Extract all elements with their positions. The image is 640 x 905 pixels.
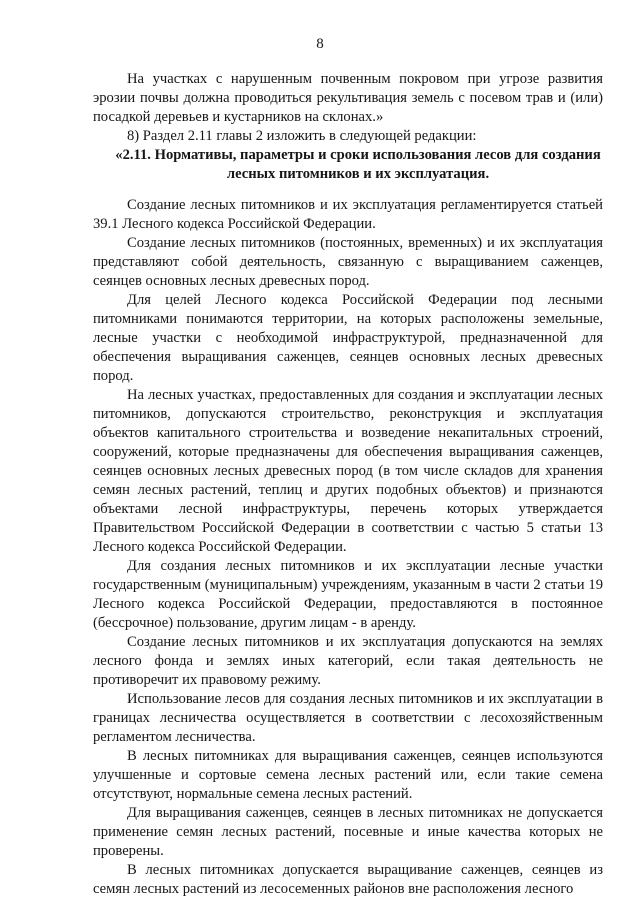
page-number: 8 (316, 36, 324, 52)
section-heading: «2.11. Нормативы, параметры и сроки использования лесов для создания лесных питомников и их эксплуатация. (115, 147, 601, 182)
body-paragraph: На лесных участках, предоставленных для создания и эксплуатации лесных питомников, допускаются строительство, реконструкция и эксплуатация объектов капитального строительства и возведение некапитальных строений, сооружений, которые предназначены для обеспечения выращивания саженцев, сеянцев основных лесных древесных пород (в том числе складов для хранения семян лесных растений, теплиц и других подобных объектов) и признаются объектами лесной инфраструктуры, перечень которых утверждается Правительством Российской Федерации в соответствии с частью 5 статьи 13 Лесного кодекса Российской Федерации. (93, 387, 603, 555)
body-paragraph: В лесных питомниках допускается выращивание саженцев, сеянцев из семян лесных растений из лесосеменных районов вне расположения лесного (93, 862, 603, 897)
body-paragraph: Использование лесов для создания лесных питомников и их эксплуатации в границах лесничества осуществляется в соответствии с лесохозяйственным регламентом лесничества. (93, 691, 603, 745)
document-body (93, 70, 603, 899)
body-paragraph: Создание лесных питомников и их эксплуатация регламентируется статьей 39.1 Лесного кодекса Российской Федерации. (93, 197, 603, 232)
body-paragraph: Для выращивания саженцев, сеянцев в лесных питомниках не допускается применение семян лесных растений, посевные и иные качества которых не проверены. (93, 805, 603, 859)
paragraph-intro-2: 8) Раздел 2.11 главы 2 изложить в следующей редакции: (127, 128, 477, 144)
body-paragraph: Для создания лесных питомников и их эксплуатации лесные участки государственным (муниципальным) учреждениям, указанным в части 2 статьи 19 Лесного кодекса Российской Федерации, предоставляются в постоянное (бессрочное) пользование, другим лицам - в аренду. (93, 558, 603, 631)
paragraph-intro-1: На участках с нарушенным почвенным покровом при угрозе развития эрозии почвы должна проводиться рекультивация земель с посевом трав и (или) посадкой деревьев и кустарников на склонах.» (93, 71, 603, 125)
body-paragraph: Создание лесных питомников (постоянных, временных) и их эксплуатация представляют собой деятельность, связанную с выращиванием саженцев, сеянцев основных лесных древесных пород. (93, 235, 603, 289)
body-paragraph: В лесных питомниках для выращивания саженцев, сеянцев используются улучшенные и сортовые семена лесных растений или, если такие семена отсутствуют, нормальные семена лесных растений. (93, 748, 603, 802)
body-paragraph: Для целей Лесного кодекса Российской Федерации под лесными питомниками понимаются территории, на которых расположены земельные, лесные участки с необходимой инфраструктурой, предназначенной для обеспечения выращивания саженцев, сеянцев основных лесных древесных пород. (93, 292, 603, 384)
body-paragraph: Создание лесных питомников и их эксплуатация допускаются на землях лесного фонда и землях иных категорий, если такая деятельность не противоречит их правовому режиму. (93, 634, 603, 688)
